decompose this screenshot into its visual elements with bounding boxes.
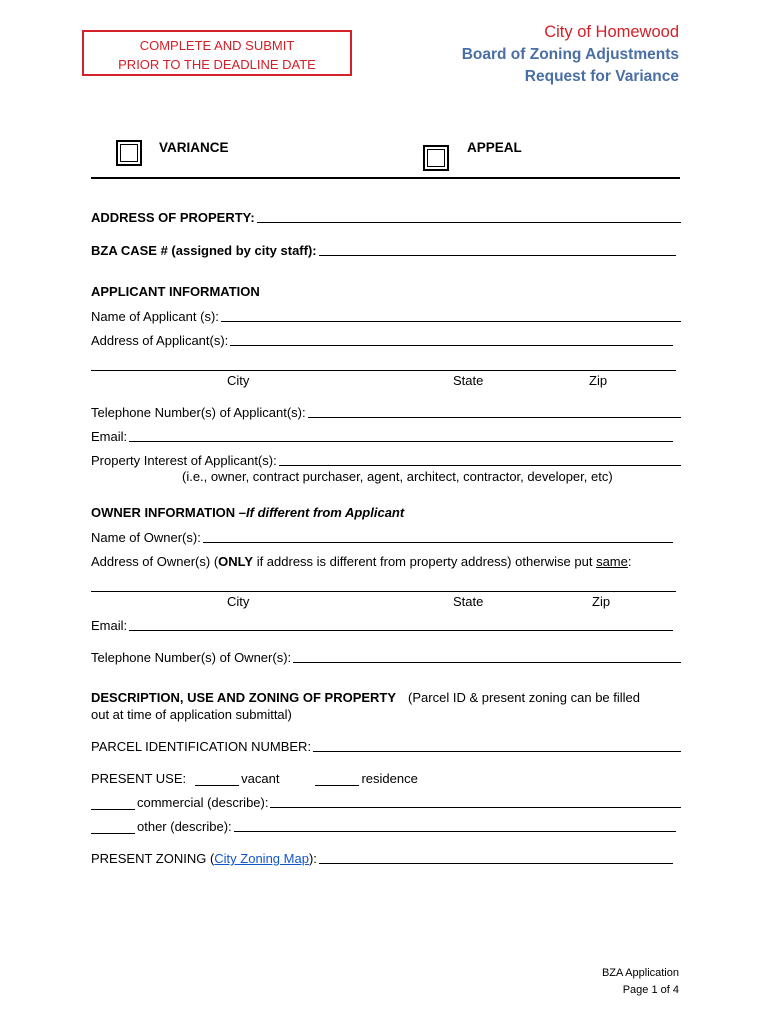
city-title: City of Homewood [544, 23, 679, 41]
applicant-interest-hint: (i.e., owner, contract purchaser, agent, architect, contractor, developer, etc) [182, 469, 613, 484]
owner-zip-label: Zip [592, 594, 611, 609]
vacant-label: vacant [241, 771, 280, 786]
owner-name-row [91, 530, 673, 545]
residence-blank[interactable] [315, 773, 359, 786]
owner-city-label: City [227, 594, 250, 609]
applicant-interest-row [91, 453, 681, 468]
other-use-label: other (describe): [137, 819, 232, 834]
commercial-label: commercial (describe): [137, 795, 269, 810]
present-zoning-field[interactable] [319, 862, 673, 864]
applicant-zip-label: Zip [589, 373, 608, 388]
applicant-address-label: Address of Applicant(s): [91, 333, 229, 348]
owner-address-same: same [596, 554, 628, 569]
deadline-notice-line2: PRIOR TO THE DEADLINE DATE [118, 57, 316, 72]
applicant-name-row [91, 309, 681, 324]
city-zoning-map-link[interactable]: City Zoning Map [214, 851, 309, 866]
bza-case-field[interactable] [319, 254, 676, 256]
applicant-city-state-zip-field[interactable] [91, 370, 676, 371]
owner-heading-italic: If different from Applicant [246, 505, 405, 520]
appeal-label: APPEAL [467, 140, 522, 155]
owner-address-row [91, 554, 681, 569]
present-zoning-suffix: ): [308, 851, 317, 866]
owner-email-field[interactable] [129, 629, 673, 631]
applicant-city-label: City [227, 373, 250, 388]
owner-email-label: Email: [91, 618, 128, 633]
commercial-row [91, 795, 681, 810]
property-address-row [91, 210, 681, 225]
variance-checkbox[interactable] [116, 140, 142, 166]
vacant-blank[interactable] [195, 773, 239, 786]
other-use-row [91, 819, 676, 834]
residence-label: residence [361, 771, 418, 786]
description-heading-row [91, 690, 681, 705]
owner-city-state-zip-field[interactable] [91, 591, 676, 592]
owner-name-label: Name of Owner(s): [91, 530, 201, 545]
applicant-interest-field[interactable] [279, 464, 681, 466]
applicant-email-field[interactable] [129, 440, 673, 442]
applicant-address-row [91, 333, 673, 348]
owner-phone-label: Telephone Number(s) of Owner(s): [91, 650, 292, 665]
applicant-phone-row [91, 405, 681, 420]
applicant-name-label: Name of Applicant (s): [91, 309, 219, 324]
applicant-name-field[interactable] [221, 320, 681, 322]
owner-heading [91, 505, 681, 520]
description-note-line2: out at time of application submittal) [91, 707, 292, 722]
owner-name-field[interactable] [203, 541, 673, 543]
section-divider [91, 177, 680, 179]
bza-case-label: BZA CASE # (assigned by city staff): [91, 243, 317, 258]
footer-page-number: Page 1 of 4 [622, 984, 679, 996]
deadline-notice-line1: COMPLETE AND SUBMIT [139, 38, 295, 53]
owner-address-prefix: Address of Owner(s) ( [91, 554, 219, 569]
description-note-line1: (Parcel ID & present zoning can be filled [408, 690, 641, 705]
applicant-interest-label: Property Interest of Applicant(s): [91, 453, 277, 468]
commercial-blank[interactable] [91, 797, 135, 810]
parcel-id-field[interactable] [313, 750, 681, 752]
applicant-phone-field[interactable] [308, 416, 681, 418]
property-address-label: ADDRESS OF PROPERTY: [91, 210, 255, 225]
present-use-row [91, 771, 681, 786]
variance-label: VARIANCE [159, 140, 229, 155]
applicant-state-label: State [453, 373, 484, 388]
commercial-field[interactable] [270, 806, 681, 808]
owner-phone-field[interactable] [293, 661, 681, 663]
owner-state-label: State [453, 594, 484, 609]
other-use-field[interactable] [234, 830, 676, 832]
applicant-email-label: Email: [91, 429, 128, 444]
owner-email-row [91, 618, 673, 633]
footer-title: BZA Application [601, 967, 679, 979]
appeal-checkbox[interactable] [423, 145, 449, 171]
parcel-id-row [91, 739, 681, 754]
owner-address-suffix: : [627, 554, 632, 569]
present-zoning-prefix: PRESENT ZONING ( [91, 851, 215, 866]
bza-case-row [91, 243, 676, 258]
owner-address-mid: if address is different from property address) otherwise put [253, 554, 597, 569]
parcel-id-label: PARCEL IDENTIFICATION NUMBER: [91, 739, 312, 754]
other-blank[interactable] [91, 821, 135, 834]
present-zoning-row [91, 851, 673, 866]
property-address-field[interactable] [257, 221, 681, 223]
applicant-phone-label: Telephone Number(s) of Applicant(s): [91, 405, 306, 420]
present-use-label: PRESENT USE: [91, 771, 187, 786]
applicant-address-field[interactable] [230, 344, 673, 346]
applicant-email-row [91, 429, 673, 444]
board-title: Board of Zoning Adjustments [461, 46, 679, 63]
owner-address-only: ONLY [218, 554, 254, 569]
owner-heading-text: OWNER INFORMATION – [91, 505, 247, 520]
owner-phone-row [91, 650, 681, 665]
request-title: Request for Variance [524, 68, 679, 85]
applicant-heading: APPLICANT INFORMATION [91, 284, 260, 299]
description-heading: DESCRIPTION, USE AND ZONING OF PROPERTY [91, 690, 397, 705]
